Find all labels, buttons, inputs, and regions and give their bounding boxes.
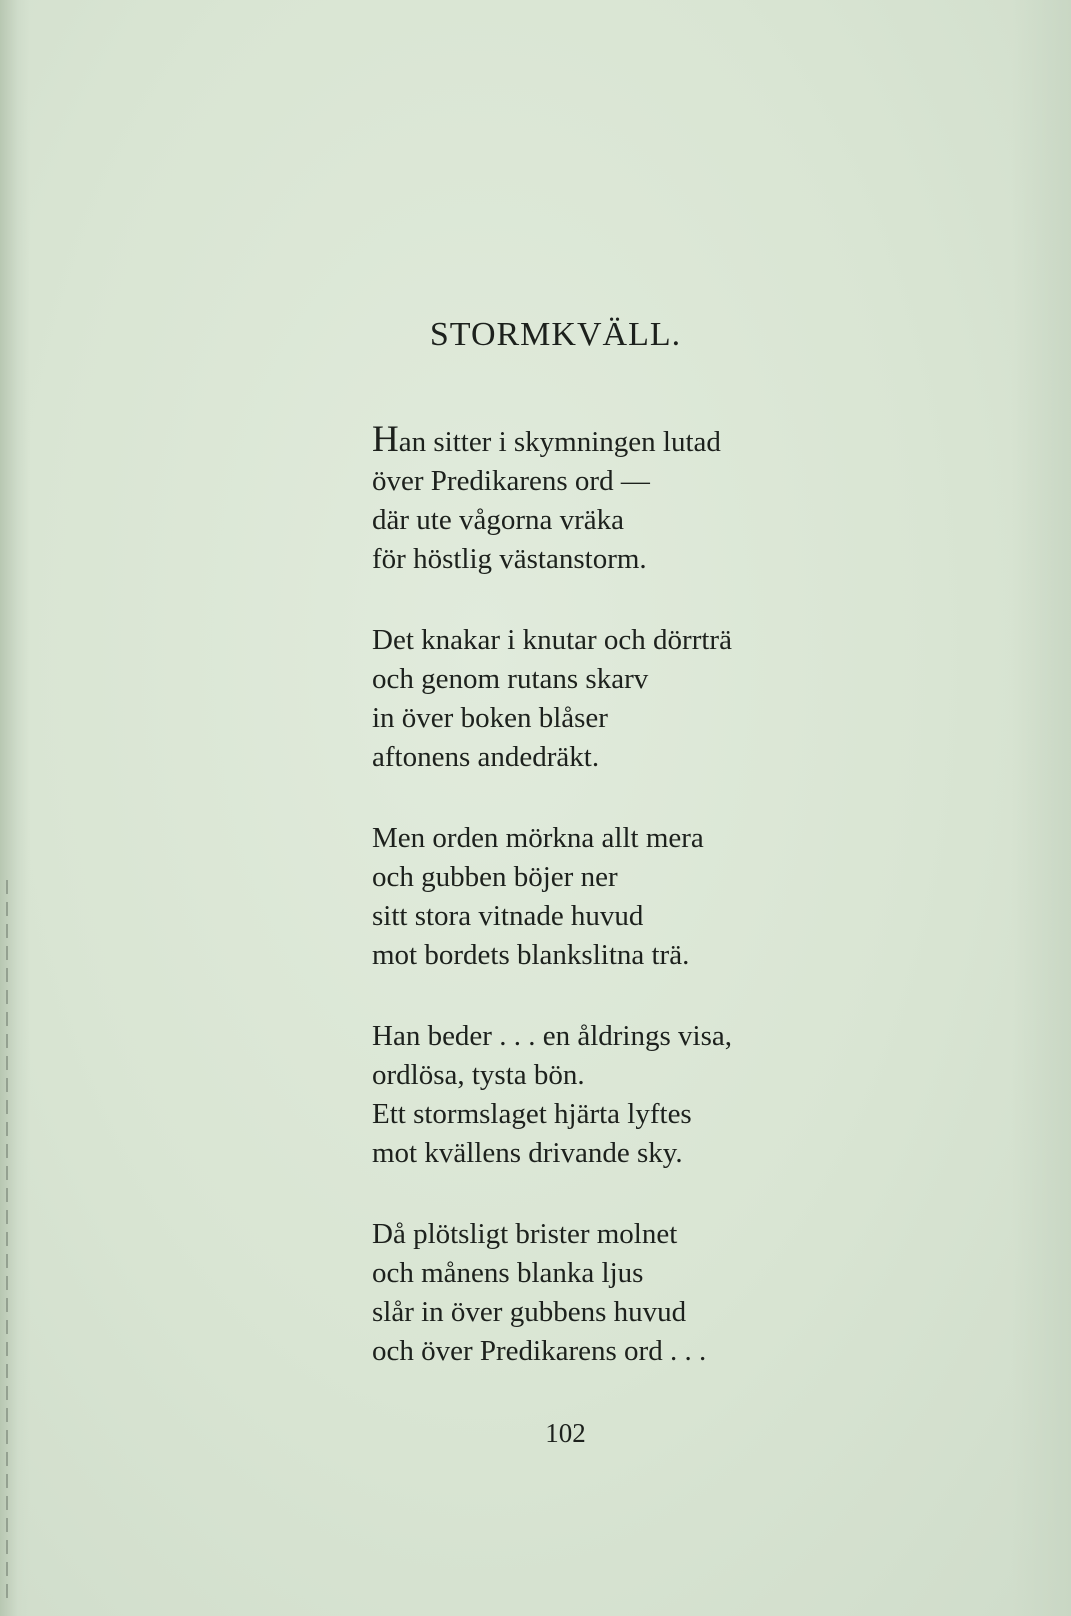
poem-body — [372, 420, 872, 1413]
poem-line: över Predikarens ord — — [372, 465, 650, 497]
poem-line: sitt stora vitnade huvud — [372, 900, 644, 932]
poem-line: för höstlig västanstorm. — [372, 543, 647, 575]
poem-title: STORMKVÄLL. — [429, 316, 682, 353]
poem-line: Han beder . . . en åldrings visa, — [372, 1020, 732, 1052]
binding-gutter — [0, 0, 30, 1616]
poem-line: och genom rutans skarv — [372, 663, 649, 695]
poem-line: aftonens andedräkt. — [372, 741, 600, 773]
poem-line: slår in över gubbens huvud — [372, 1296, 687, 1328]
poem-line-rest: an sitter i skymningen lutad — [398, 426, 721, 458]
stanza-5 — [372, 1215, 872, 1371]
poem-line: Det knakar i knutar och dörrträ — [372, 624, 732, 656]
poem-line: mot bordets blankslitna trä. — [372, 939, 690, 971]
page-edge-shade — [1011, 0, 1071, 1616]
binding-edge-marks — [6, 880, 8, 1600]
page-number: 102 — [545, 1418, 586, 1448]
poem-line — [372, 420, 872, 462]
drop-initial: H — [372, 419, 399, 460]
poem-line: Men orden mörkna allt mera — [372, 822, 704, 854]
stanza-2 — [372, 621, 872, 777]
poem-line: och gubben böjer ner — [372, 861, 618, 893]
poem-line: ordlösa, tysta bön. — [372, 1059, 585, 1091]
poem-line: där ute vågorna vräka — [372, 504, 625, 536]
stanza-4 — [372, 1017, 872, 1173]
poem-line: mot kvällens drivande sky. — [372, 1137, 683, 1169]
stanza-1 — [372, 420, 872, 579]
poem-line: och över Predikarens ord . . . — [372, 1335, 707, 1367]
poem-line: in över boken blåser — [372, 702, 608, 734]
stanza-3 — [372, 819, 872, 975]
poem-line: och månens blanka ljus — [372, 1257, 644, 1289]
poem-line: Då plötsligt brister molnet — [372, 1218, 678, 1250]
poem-line: Ett stormslaget hjärta lyftes — [372, 1098, 692, 1130]
